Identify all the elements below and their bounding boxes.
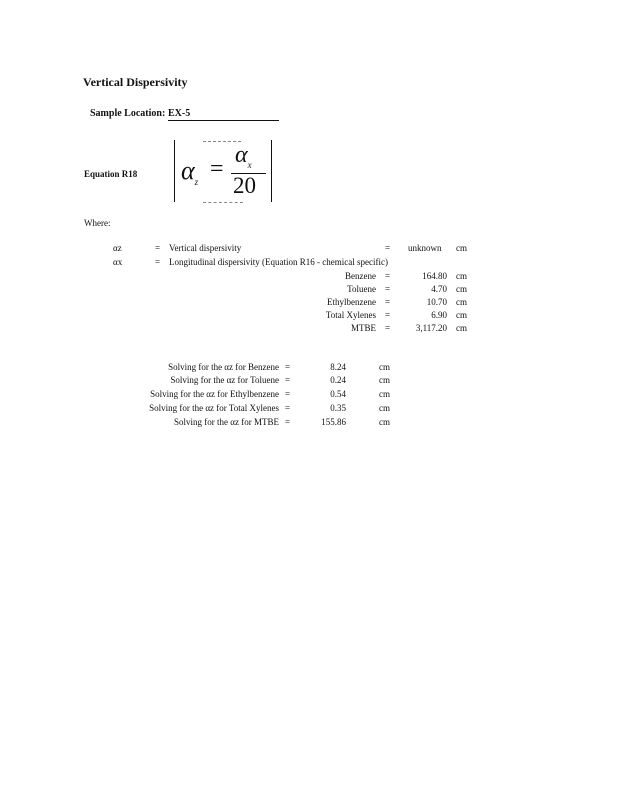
equation-lhs-sub: z [194, 177, 199, 188]
chemical-name: Benzene [345, 271, 376, 281]
equation-box [174, 140, 272, 202]
chemical-name: Ethylbenzene [327, 297, 376, 307]
solution-value: 0.35 [330, 403, 346, 413]
solution-label: Solving for the αz for Benzene [168, 362, 279, 372]
solution-unit: cm [379, 362, 390, 372]
solution-value: 0.54 [330, 389, 346, 399]
chemical-value: 3,117.20 [415, 323, 447, 333]
solution-label: Solving for the αz for MTBE [174, 417, 279, 427]
chemical-unit: cm [456, 297, 467, 307]
solution-label: Solving for the αz for Toluene [170, 375, 279, 385]
equation-box-bottom-dash [203, 202, 243, 203]
solution-label: Solving for the αz for Ethylbenzene [150, 389, 279, 399]
solution-equals: = [285, 389, 291, 399]
definition-separator: = [155, 257, 161, 267]
solution-unit: cm [379, 403, 390, 413]
chemical-unit: cm [456, 271, 467, 281]
chemical-name: Toluene [347, 284, 376, 294]
solution-value: 155.86 [321, 417, 346, 427]
equation-label: Equation R18 [84, 169, 138, 179]
definition-equals: = [385, 243, 391, 253]
chemical-equals: = [385, 310, 391, 320]
chemical-name: MTBE [350, 323, 376, 333]
page-title: Vertical Dispersivity [83, 75, 188, 89]
where-label: Where: [84, 218, 111, 228]
equation-denominator: 20 [233, 173, 256, 198]
solution-value: 8.24 [330, 362, 346, 372]
definition-separator: = [155, 243, 161, 253]
sample-location-value: EX-5 [168, 108, 279, 121]
equation-lhs-symbol: α [181, 156, 195, 185]
chemical-value: 4.70 [431, 284, 447, 294]
chemical-value: 164.80 [422, 271, 447, 281]
chemical-equals: = [385, 284, 391, 294]
solution-unit: cm [379, 417, 390, 427]
chemical-equals: = [385, 271, 391, 281]
chemical-unit: cm [456, 284, 467, 294]
chemical-unit: cm [456, 323, 467, 333]
solution-unit: cm [379, 389, 390, 399]
equation-num-sub: x [247, 159, 252, 170]
chemical-value: 10.70 [426, 297, 447, 307]
solution-equals: = [285, 417, 291, 427]
solution-value: 0.24 [330, 375, 346, 385]
chemical-name: Total Xylenes [325, 310, 376, 320]
equation-num-symbol: α [235, 142, 248, 168]
definition-symbol: αx [113, 257, 123, 267]
equation-numerator [235, 142, 252, 170]
definition-unit: cm [456, 243, 467, 253]
definition-value: unknown [408, 243, 442, 253]
sample-location-label: Sample Location: [90, 108, 166, 119]
definition-text: Vertical dispersivity [169, 243, 242, 253]
definition-symbol: αz [113, 243, 122, 253]
equation-lhs [181, 156, 198, 187]
chemical-equals: = [385, 323, 391, 333]
solution-label: Solving for the αz for Total Xylenes [149, 403, 279, 413]
chemical-equals: = [385, 297, 391, 307]
chemical-value: 6.90 [431, 310, 447, 320]
solution-equals: = [285, 362, 291, 372]
solution-equals: = [285, 403, 291, 413]
chemical-unit: cm [456, 310, 467, 320]
definition-text: Longitudinal dispersivity (Equation R16 - chemical specific) [169, 257, 388, 267]
solution-equals: = [285, 375, 291, 385]
equation-equals: = [210, 156, 224, 182]
solution-unit: cm [379, 375, 390, 385]
